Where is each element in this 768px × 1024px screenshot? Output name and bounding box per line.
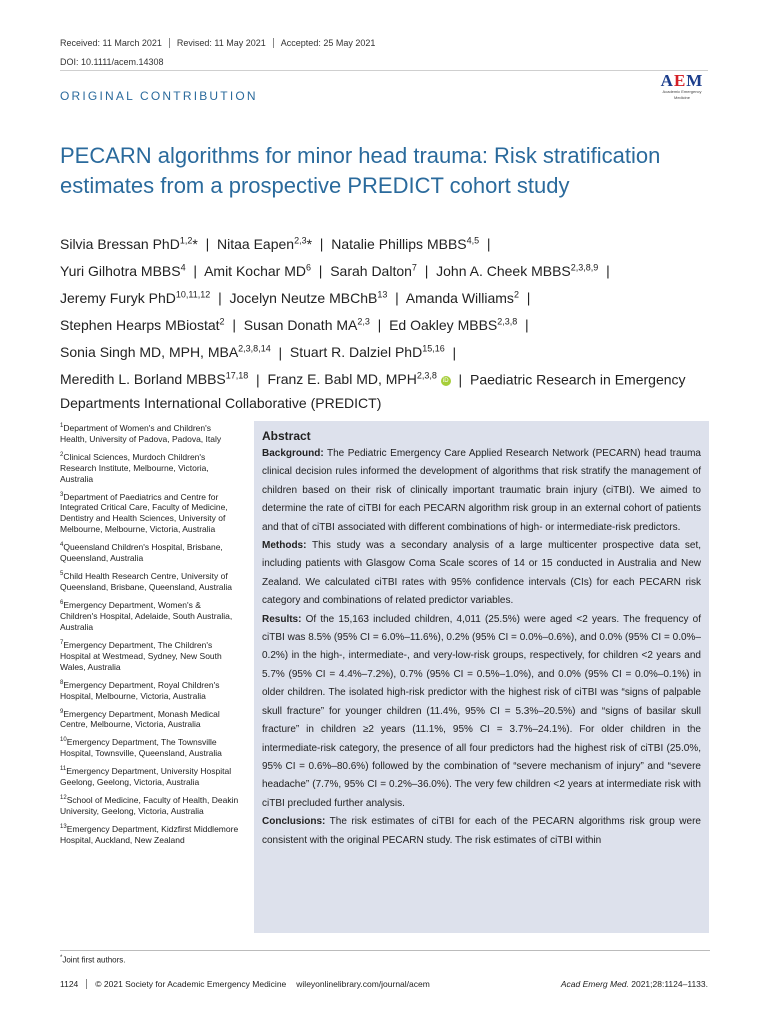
- affiliation: $^9$Emergency Department, Monash Medical Centre, Melbourne, Victoria, Australia: [60, 708, 220, 730]
- journal-logo: [656, 72, 708, 102]
- citation: Acad Emerg Med. 2021;28:1124–1133.: [560, 979, 708, 989]
- footnote-divider: [60, 950, 710, 951]
- header-divider: [60, 70, 708, 71]
- article-title: PECARN algorithms for minor head trauma: Risk stratification estimates from a prospective PREDICT cohort study: [60, 143, 661, 198]
- affiliation: $^5$Child Health Research Centre, University of Queensland, Brisbane, Queensland, Australia: [60, 571, 233, 593]
- orcid-icon[interactable]: iD: [441, 376, 451, 386]
- article-dates: [60, 38, 389, 48]
- affiliation: $^2$Clinical Sciences, Murdoch Children's Research Institute, Melbourne, Victoria, Australia: [60, 451, 209, 484]
- aem-logo-mark: AEM: [660, 71, 704, 90]
- affiliation: $^{13}$Emergency Department, Kidzfirst Middlemore Hospital, Auckland, New Zealand: [60, 823, 239, 845]
- author[interactable]: John A. Cheek MBBS$^{2,3,8,9}$: [436, 262, 599, 279]
- received-date: Received: 11 March 2021: [60, 38, 170, 48]
- affiliation: $^3$Department of Paediatrics and Centre for Integrated Critical Care, Faculty of Medicine, Dentistry and Health Sciences, University of Melbourne, Melbourne, Victoria, Australia: [60, 491, 228, 535]
- author[interactable]: Amit Kochar $MD^6$: [204, 262, 311, 279]
- author[interactable]: Meredith L. Borland MBBS$^{17,18}$: [60, 370, 249, 388]
- group-author[interactable]: Paediatric Research in Emergency Departments International Collaborative (PREDICT): [60, 371, 686, 411]
- author[interactable]: Stephen Hearps MBiostat$^2$: [60, 316, 225, 334]
- abstract-box: [254, 421, 709, 933]
- abstract-methods: Methods: This study was a secondary analysis of a large multicenter prospective data set, including patients with Glasgow Coma Scale scores of 14 or 15 conducted in Australia and New Zealand. We calculated ciTBI rates with 95% confidence intervals (CIs) for each PECARN risk category and combinations of related predictor variables.: [262, 540, 701, 607]
- author[interactable]: Sarah Dalton$^7$: [330, 262, 417, 279]
- author-list: Silvia Bressan PhD$^{1,2}$* | Nitaa Eapen$^{2,3}$* | Natalie Phillips MBBS$^{4,5}$ | Yuri Gilhotra MBBS$^4$ | Amit Kochar $MD^6$ | Sarah Dalton$^7$ | John A. Cheek MBBS$^{2,3,8,9}$ | Jeremy Furyk PhD$^{10,11,12}$ | Jocelyn Neutze MBChB$^{13}$ | Amanda Williams$^2$ | Stephen Hearps MBiostat$^2$ | Susan Donath MA$^{2,3}$ | Ed Oakley MBBS$^{2,3,8}$ | Sonia Singh MD, MPH, MBA$^{2,3,8,14}$ | Stuart R. Dalziel PhD$^{15,16}$ | Meredith L. Borland MBBS$^{17,18}$ | Franz E. Babl MD, MPH$^{2,3,8}$ iD | Paediatric Research in Emergency Departments International Collaborative (PREDICT): [60, 235, 686, 411]
- author[interactable]: Stuart R. Dalziel PhD$^{15,16}$: [289, 343, 445, 361]
- journal-url[interactable]: wileyonlinelibrary.com/journal/acem: [296, 979, 430, 989]
- abstract-heading: Abstract: [262, 429, 311, 443]
- author[interactable]: Natalie Phillips MBBS$^{4,5}$: [331, 235, 480, 252]
- affiliations: [60, 421, 240, 851]
- author[interactable]: Yuri Gilhotra MBBS$^4$: [60, 262, 186, 279]
- accepted-date: Accepted: 25 May 2021: [280, 38, 376, 48]
- abstract-conclusions: Conclusions: The risk estimates of ciTBI for each of the PECARN algorithms risk group were consistent with the original PECARN study. The risk estimates of ciTBI within: [262, 816, 701, 846]
- section-label: ORIGINAL CONTRIBUTION: [60, 89, 258, 103]
- author[interactable]: Jocelyn Neutze MBChB$^{13}$: [229, 289, 388, 306]
- author[interactable]: Silvia Bressan PhD$^{1,2}$*: [60, 235, 198, 252]
- affiliation: $^7$Emergency Department, The Children's Hospital at Westmead, Sydney, New South Wales, Australia: [60, 639, 222, 672]
- author[interactable]: Sonia Singh MD, MPH, MBA$^{2,3,8,14}$: [60, 343, 271, 361]
- footnote: *Joint first authors.: [60, 955, 126, 965]
- affiliation: $^{12}$School of Medicine, Faculty of Health, Deakin University, Geelong, Victoria, Australia: [60, 794, 239, 816]
- author[interactable]: Susan Donath MA$^{2,3}$: [243, 316, 370, 334]
- author[interactable]: Amanda Williams$^2$: [405, 289, 519, 306]
- affiliation: $^8$Emergency Department, Royal Children's Hospital, Melbourne, Victoria, Australia: [60, 679, 220, 701]
- page-number: 1124: [60, 979, 87, 989]
- author[interactable]: Franz E. Babl MD, MPH$^{2,3,8}$: [267, 370, 437, 388]
- affiliation: $^4$Queensland Children's Hospital, Brisbane, Queensland, Australia: [60, 542, 223, 564]
- affiliation: $^6$Emergency Department, Women's & Children's Hospital, Adelaide, South Australia, Australia: [60, 599, 233, 632]
- author[interactable]: Jeremy Furyk PhD$^{10,11,12}$: [60, 289, 211, 306]
- copyright: © 2021 Society for Academic Emergency Medicine: [95, 979, 287, 989]
- author[interactable]: Ed Oakley MBBS$^{2,3,8}$: [389, 316, 518, 334]
- affiliation: $^{10}$Emergency Department, The Townsville Hospital, Townsville, Queensland, Australia: [60, 737, 222, 759]
- affiliation: $^{11}$Emergency Department, University Hospital Geelong, Geelong, Victoria, Australia: [60, 766, 232, 788]
- logo-subtitle: Academic Emergency Medicine: [662, 89, 702, 100]
- affiliation: $^1$Department of Women's and Children's Health, University of Padova, Padova, Italy: [60, 422, 222, 444]
- author[interactable]: Nitaa Eapen$^{2,3}$*: [217, 235, 313, 252]
- doi[interactable]: DOI: 10.1111/acem.14308: [60, 57, 164, 67]
- page-footer: [60, 979, 708, 989]
- revised-date: Revised: 11 May 2021: [177, 38, 274, 48]
- abstract-background: Background: The Pediatric Emergency Care Applied Research Network (PECARN) head trauma clinical decision rules informed the development of algorithms that risk stratify the management of children based on their risk of clinically important traumatic brain injury (ciTBI). We aimed to determine the rate of ciTBI for each PECARN algorithm risk group in an external cohort of patients and that of ciTBI associated with different combinations of high- or intermediate-risk predictors.: [262, 448, 701, 533]
- abstract-results: Results: Of the 15,163 included children, 4,011 (25.5%) were aged <2 years. The frequency of ciTBI was 8.5% (95% CI = 6.0%–11.6%), 0.2% (95% CI = 0.0%–0.6%), and 0.0% (95% CI = 0.0%–0.2%) in the high-, intermediate-, and very-low-risk groups, respectively, for children <2 years and 5.7% (95% CI = 4.4%–7.2%), 0.7% (95% CI = 0.5%–1.0%), and 0.0% (95% CI = 0.0%–0.1%) in older children. The isolated high-risk predictor with the highest risk of ciTBI was “signs of palpable skull fracture” for younger children (11.4%, 95% CI = 5.3%–20.5%) and “signs of basilar skull fracture” in children ≥2 years (11.1%, 95% CI = 3.7%–24.1%). For older children in the intermediate-risk category, the presence of all four predictors had the highest risk of ciTBI (25.0%, 95% CI = 0.6%–80.6%) followed by the combination of “severe mechanism of injury” and “severe headache” (7.7%, 95% CI = 0.2%–36.0%). The very few children <2 years at intermediate risk with ciTBI precluded further analysis.: [262, 613, 701, 809]
